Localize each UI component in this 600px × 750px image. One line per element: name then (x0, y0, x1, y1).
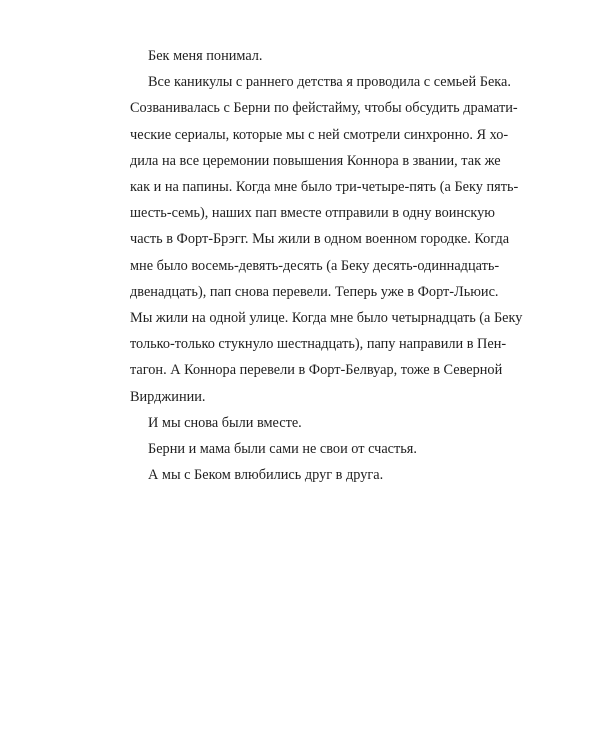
text-line: Бек меня понимал. (148, 48, 263, 64)
paragraph-3 (112, 410, 492, 436)
text-line: как и на папины. Когда мне было три-четыре-пять (а Беку пять- (130, 179, 519, 196)
paragraph-4 (112, 436, 492, 462)
text-line: двенадцать), пап снова перевели. Теперь уже в Форт-Льюис. (130, 283, 499, 300)
text-line: часть в Форт-Брэгг. Мы жили в одном военном городке. Когда (130, 231, 510, 248)
text-line: ческие сериалы, которые мы с ней смотрели синхронно. Я хо- (130, 126, 509, 143)
text-line: только-только стукнуло шестнадцать), папу направили в Пен- (130, 336, 507, 353)
text-line: Вирджинии. (130, 388, 206, 405)
text-line: тагон. А Коннора перевели в Форт-Белвуар, тоже в Северной (130, 362, 503, 379)
text-line: И мы снова были вместе. (148, 414, 302, 431)
text-line: мне было восемь-девять-десять (а Беку десять-одиннадцать- (130, 257, 500, 274)
text-line: шесть-семь), наших пап вместе отправили в одну воинскую (130, 205, 495, 222)
text-line: Берни и мама были сами не свои от счастья. (148, 441, 417, 458)
paragraph-5 (112, 462, 492, 488)
paragraph-1 (112, 43, 492, 69)
text-line: Все каникулы с раннего детства я проводила с семьей Бека. (148, 74, 511, 91)
body-text (112, 43, 523, 488)
text-line: Мы жили на одной улице. Когда мне было четырнадцать (а Беку (130, 310, 523, 327)
paragraph-2 (112, 69, 523, 410)
text-line: дила на все церемонии повышения Коннора в звании, так же (130, 152, 501, 169)
text-line: Созванивалась с Берни по фейстайму, чтобы обсудить драмати- (130, 100, 518, 117)
text-line: А мы с Беком влюбились друг в друга. (148, 467, 384, 484)
